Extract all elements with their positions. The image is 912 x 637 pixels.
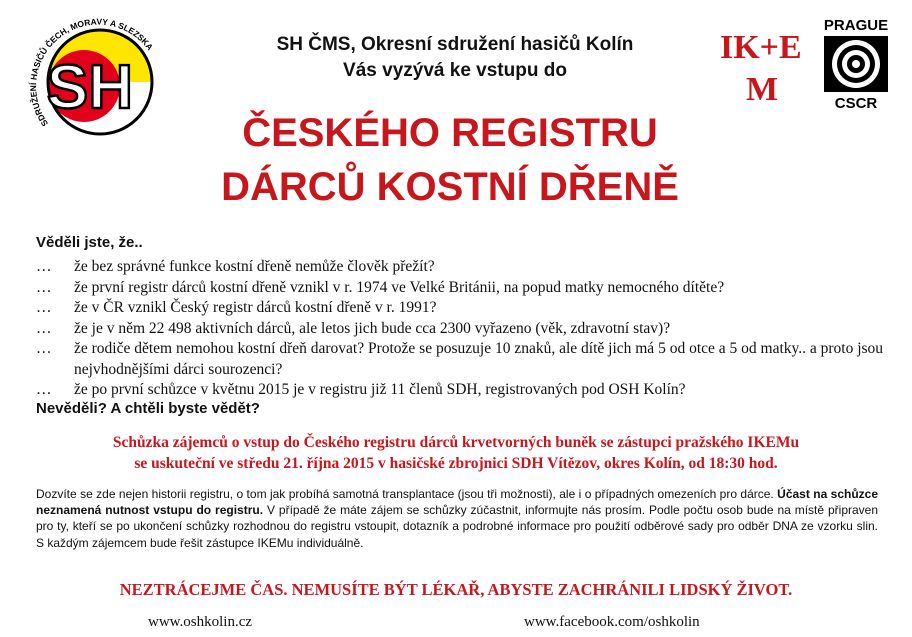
org-line: SH ČMS, Okresní sdružení hasičů Kolín [276,34,634,55]
headline [150,106,750,214]
fact-text: že první registr dárců kostní dřeně vznikl v r. 1974 ve Velké Británii, na popud matky nemocného dítěte? [74,278,725,296]
ikem-logo-bottom: M [746,71,779,106]
fact-text: že rodiče dětem nemohou kostní dřeň darovat? Protože se posuzuje 10 znaků, ale dítě jich má 5 od otce a 5 od matky.. a proto jsou nejvhodnějšími dárci sourozenci? [74,340,884,378]
ellipsis-marker: … [36,381,52,398]
ellipsis-marker: … [36,299,52,316]
sh-logo-letters: SH [46,53,134,122]
header [200,32,710,84]
invite-line: Vás vyzývá ke vstupu do [343,60,567,81]
intro-question: Věděli jste, že.. [36,234,143,251]
website-link[interactable]: www.oshkolin.cz [148,614,253,630]
info-paragraph [36,486,878,551]
meeting-line-1: Schůzka zájemců o vstup do Českého registru dárců krvetvorných buněk se zástupci pražského IKEMu [112,434,800,451]
fact-text: že po první schůzce v květnu 2015 je v registru již 11 členů SDH, registrovaných pod OSH Kolín? [74,381,686,398]
meeting-announcement [40,432,872,474]
sh-logo-ring-text: SDRUŽENÍ HASIČŮ ČECH, MORAVY A SLEZSKA [28,16,156,129]
facebook-link[interactable]: www.facebook.com/oshkolin [524,614,700,630]
list-item [36,257,896,278]
list-item [36,380,896,401]
ellipsis-marker: … [36,258,52,275]
cscr-logo-top: PRAGUE [823,17,889,34]
list-item [36,278,896,299]
info-paragraph-part-2: V případě že máte zájem se schůzky zúčastnit, informujte nás prosím. Podle počtu osob bude na místě připraven pro ty, kteří se po ukončení schůzky rozhodnou do registru vstoupit, dotazník a podrobné informace pro použití odběrové sady pro odběr DNA ze vzorku slin. S každým zájemcem bude řešit zástupce IKEMu individuálně. [36,503,879,550]
ikem-logo [716,24,816,106]
info-paragraph-emphasis: Účast na schůzce neznamená nutnost vstupu do registru. [36,487,878,518]
headline-line-2: DÁRCŮ KOSTNÍ DŘENĚ [221,165,679,209]
fact-text: že je v něm 22 498 aktivních dárců, ale letos jich bude cca 2300 vyřazeno (věk, zdravotní stav)? [74,319,671,337]
cscr-logo-bottom: CSCR [834,95,878,112]
ellipsis-marker: … [36,319,52,337]
slogan: NEZTRÁCEJME ČAS. NEMUSÍTE BÝT LÉKAŘ, ABYSTE ZACHRÁNILI LIDSKÝ ŽIVOT. [119,580,793,599]
ikem-logo-top: IK+E [720,29,802,66]
follow-up-question: Nevěděli? A chtěli byste vědět? [36,400,260,417]
prague-cscr-logo [816,16,896,112]
ellipsis-marker: … [36,278,52,296]
headline-line-1: ČESKÉHO REGISTRU [242,111,658,155]
sh-cms-logo [28,8,168,153]
list-item [36,339,896,380]
fact-text: že bez správné funkce kostní dřeně nemůže člověk přežít? [74,258,435,275]
list-item [36,298,896,319]
fact-list [36,257,896,401]
meeting-line-2: se uskuteční ve středu 21. října 2015 v hasičské zbrojnici SDH Vítězov, okres Kolín, od 18:30 hod. [134,455,778,472]
info-paragraph-part-1: Dozvíte se zde nejen historii registru, o tom jak probíhá samotná transplantace (jsou tři možnosti), ale i o případných omezeních pro dárce. [36,487,778,501]
ellipsis-marker: … [36,340,52,357]
list-item [36,319,896,340]
fact-text: že v ČR vznikl Český registr dárců kostní dřeně v r. 1991? [74,299,437,316]
